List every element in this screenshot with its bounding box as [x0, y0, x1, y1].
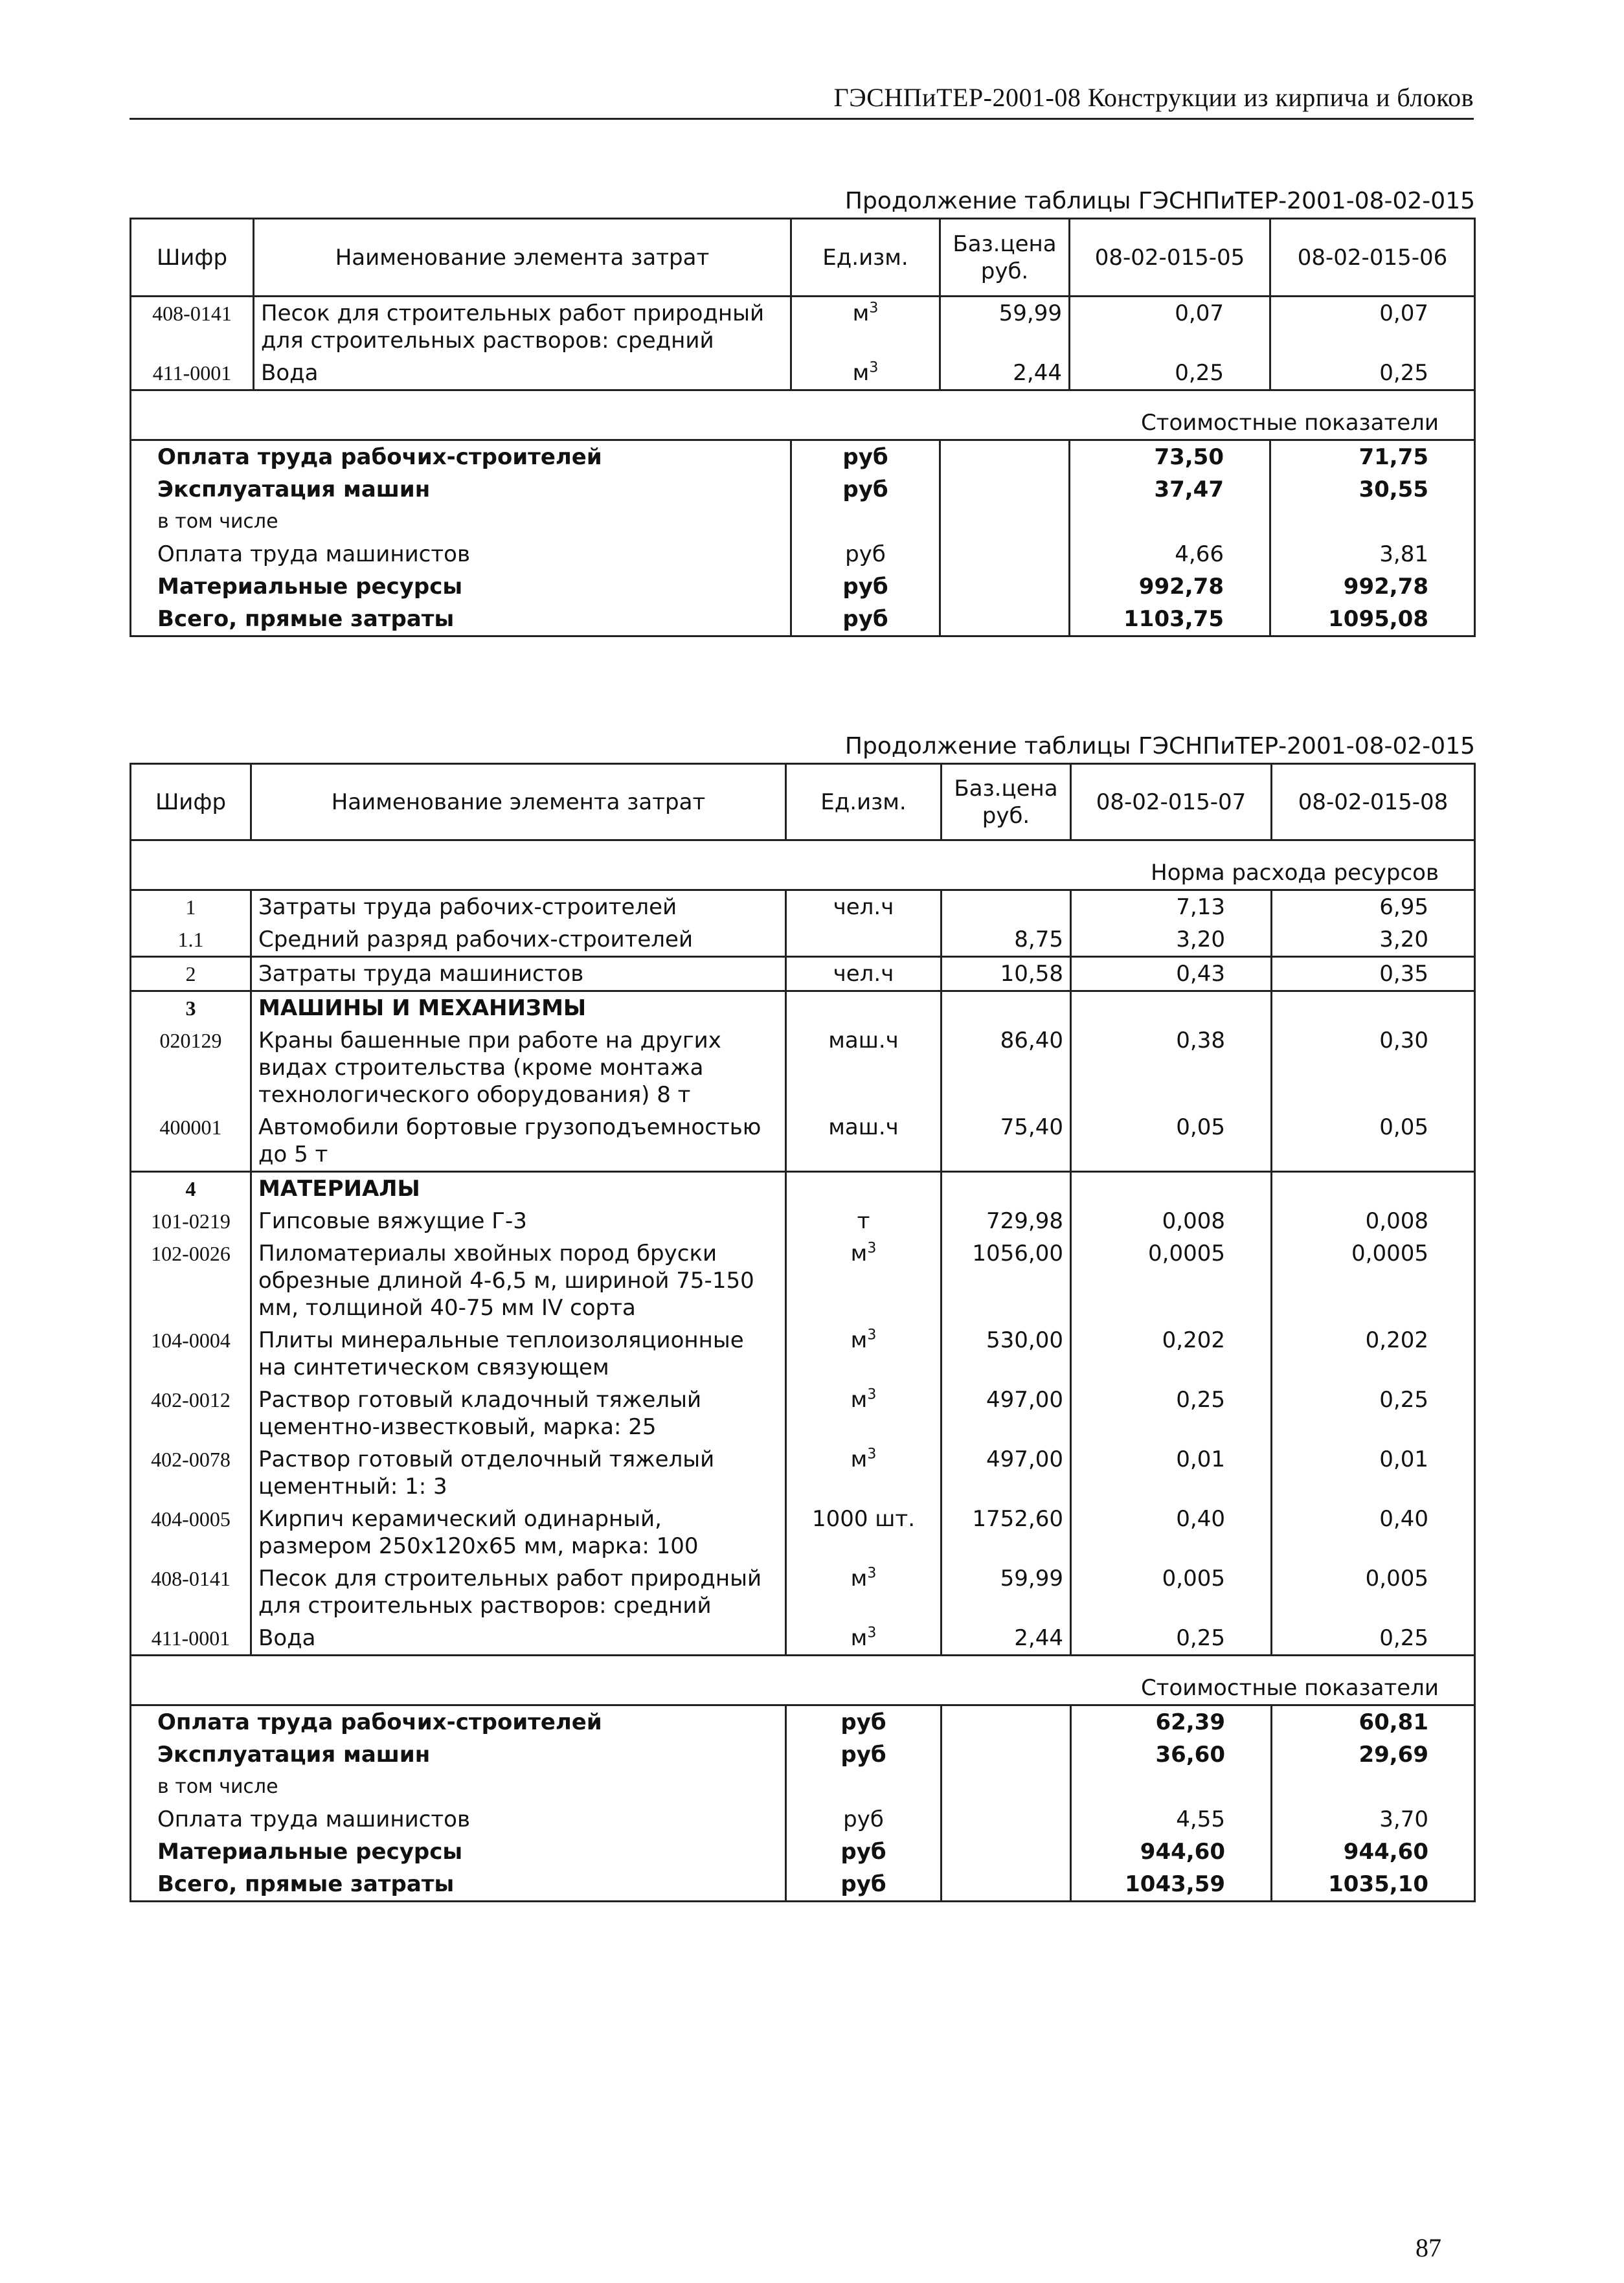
summary-price	[940, 538, 1070, 570]
unit-cell	[786, 1443, 942, 1503]
summary-value-1: 1043,59	[1071, 1868, 1272, 1902]
summary-value-2: 1095,08	[1270, 603, 1475, 636]
summary-row	[131, 603, 1475, 636]
table-row	[131, 890, 1475, 924]
header-name: Наименование элемента затрат	[254, 219, 791, 297]
summary-value-2: 992,78	[1270, 570, 1475, 603]
row-value-1: 0,01	[1071, 1443, 1272, 1503]
row-value-2	[1272, 1172, 1475, 1206]
cost-indicators-header-title: Стоимостные показатели	[131, 1656, 1475, 1705]
header-v1: 08-02-015-05	[1070, 219, 1270, 297]
row-value-1: 0,008	[1071, 1205, 1272, 1237]
row-value-1: 0,40	[1071, 1503, 1272, 1562]
header-unit: Ед.изм.	[791, 219, 940, 297]
row-value-2: 0,008	[1272, 1205, 1475, 1237]
row-price	[942, 890, 1071, 924]
row-value-2: 0,202	[1272, 1324, 1475, 1384]
summary-label: Эксплуатация машин	[131, 473, 791, 506]
row-code: 1	[131, 890, 251, 924]
summary-value-2: 29,69	[1272, 1738, 1475, 1771]
unit-cell	[786, 991, 942, 1025]
row-value-2: 0,25	[1272, 1384, 1475, 1443]
row-price: 530,00	[942, 1324, 1071, 1384]
row-value-2: 6,95	[1272, 890, 1475, 924]
row-value-1: 0,38	[1071, 1024, 1272, 1111]
unit-text: м	[850, 1566, 868, 1591]
summary-label: Материальные ресурсы	[131, 1836, 786, 1868]
summary-label: Всего, прямые затраты	[131, 603, 791, 636]
row-value-1: 0,25	[1071, 1622, 1272, 1656]
row-name: Затраты труда рабочих-строителей	[251, 890, 786, 924]
row-name: Песок для строительных работ природный для строительных растворов: средний	[251, 1562, 786, 1622]
row-price: 1056,00	[942, 1237, 1071, 1324]
summary-row	[131, 538, 1475, 570]
unit-superscript: 3	[867, 1386, 877, 1403]
unit-superscript: 3	[867, 1240, 877, 1257]
row-code: 411-0001	[131, 1622, 251, 1656]
summary-price	[940, 440, 1070, 474]
row-code: 104-0004	[131, 1324, 251, 1384]
unit-text: м	[850, 1387, 868, 1413]
summary-value-1: 992,78	[1070, 570, 1270, 603]
row-name: Плиты минеральные теплоизоляционные на синтетическом связующем	[251, 1324, 786, 1384]
unit-superscript: 3	[867, 1327, 877, 1344]
row-name: МАТЕРИАЛЫ	[251, 1172, 786, 1206]
row-value-1: 0,0005	[1071, 1237, 1272, 1324]
summary-price	[942, 1738, 1071, 1771]
unit-text: маш.ч	[828, 1114, 899, 1140]
row-name: Вода	[254, 357, 791, 390]
row-price	[942, 1172, 1071, 1206]
cost-indicators-header	[131, 1656, 1475, 1705]
summary-value-2: 3,70	[1272, 1803, 1475, 1836]
summary-unit: руб	[786, 1705, 942, 1739]
row-price: 10,58	[942, 957, 1071, 991]
summary-price	[940, 570, 1070, 603]
row-code: 404-0005	[131, 1503, 251, 1562]
row-name: Автомобили бортовые грузоподъемностью до 5 т	[251, 1111, 786, 1172]
row-price: 497,00	[942, 1443, 1071, 1503]
row-name: Средний разряд рабочих-строителей	[251, 923, 786, 957]
row-value-2: 0,05	[1272, 1111, 1475, 1172]
unit-cell	[786, 1111, 942, 1172]
unit-text: маш.ч	[828, 1028, 899, 1053]
row-name: Гипсовые вяжущие Г-3	[251, 1205, 786, 1237]
summary-value-1: 4,55	[1071, 1803, 1272, 1836]
cost-indicators-header-title: Стоимостные показатели	[131, 390, 1475, 440]
unit-superscript: 3	[869, 300, 879, 317]
header-price: Баз.цена руб.	[940, 219, 1070, 297]
unit-superscript: 3	[869, 359, 879, 376]
unit-superscript: 3	[867, 1625, 877, 1641]
summary-label: Всего, прямые затраты	[131, 1868, 786, 1902]
row-price: 1752,60	[942, 1503, 1071, 1562]
row-price: 59,99	[940, 297, 1070, 357]
summary-price	[942, 1803, 1071, 1836]
summary-label: Оплата труда рабочих-строителей	[131, 1705, 786, 1739]
row-value-2: 0,25	[1272, 1622, 1475, 1656]
unit-text: 1000 шт.	[811, 1506, 916, 1532]
row-name: Краны башенные при работе на других видах строительства (кроме монтажа технологического оборудования) 8 т	[251, 1024, 786, 1111]
header-v2: 08-02-015-06	[1270, 219, 1475, 297]
unit-superscript: 3	[867, 1565, 877, 1582]
summary-value-2: 3,81	[1270, 538, 1475, 570]
table-row	[131, 1111, 1475, 1172]
summary-row	[131, 1836, 1475, 1868]
row-value-2: 0,35	[1272, 957, 1475, 991]
unit-cell	[786, 1237, 942, 1324]
summary-unit: руб	[791, 570, 940, 603]
summary-row	[131, 570, 1475, 603]
unit-cell	[786, 957, 942, 991]
row-value-2: 0,07	[1270, 297, 1475, 357]
summary-unit: руб	[786, 1836, 942, 1868]
summary-row	[131, 1868, 1475, 1902]
header-v1: 08-02-015-07	[1071, 764, 1272, 840]
table2-caption: Продолжение таблицы ГЭСНПиТЕР-2001-08-02-015	[844, 733, 1475, 759]
row-value-1: 0,43	[1071, 957, 1272, 991]
table-row	[131, 1384, 1475, 1443]
table-row	[131, 1205, 1475, 1237]
summary-price	[942, 1868, 1071, 1902]
summary-label: Оплата труда рабочих-строителей	[131, 440, 791, 474]
unit-cell	[786, 890, 942, 924]
summary-value-1	[1070, 506, 1270, 538]
row-value-2: 0,40	[1272, 1503, 1475, 1562]
cost-indicators-header	[131, 390, 1475, 440]
summary-unit: руб	[786, 1803, 942, 1836]
summary-row	[131, 1803, 1475, 1836]
unit-cell	[786, 1622, 942, 1656]
summary-value-1: 944,60	[1071, 1836, 1272, 1868]
row-code: 102-0026	[131, 1237, 251, 1324]
row-code: 2	[131, 957, 251, 991]
row-price	[942, 991, 1071, 1025]
table-row	[131, 1443, 1475, 1503]
unit-text: т	[857, 1208, 870, 1234]
summary-value-2: 71,75	[1270, 440, 1475, 474]
header-unit: Ед.изм.	[786, 764, 942, 840]
page-number: 87	[1415, 2233, 1441, 2262]
row-value-1: 3,20	[1071, 923, 1272, 957]
row-code: 020129	[131, 1024, 251, 1111]
row-price: 497,00	[942, 1384, 1071, 1443]
row-code: 101-0219	[131, 1205, 251, 1237]
summary-value-1: 73,50	[1070, 440, 1270, 474]
norm-header	[131, 840, 1475, 890]
row-value-2: 3,20	[1272, 923, 1475, 957]
summary-value-1	[1071, 1771, 1272, 1803]
summary-label: Эксплуатация машин	[131, 1738, 786, 1771]
table-row	[131, 1503, 1475, 1562]
summary-price	[942, 1705, 1071, 1739]
table-row	[131, 1562, 1475, 1622]
summary-row	[131, 1705, 1475, 1739]
table-row	[131, 297, 1475, 357]
table-row	[131, 1172, 1475, 1206]
row-price: 59,99	[942, 1562, 1071, 1622]
summary-unit	[791, 506, 940, 538]
unit-text: м	[850, 1327, 868, 1353]
row-value-1: 0,05	[1071, 1111, 1272, 1172]
unit-cell	[786, 1384, 942, 1443]
row-value-2: 0,01	[1272, 1443, 1475, 1503]
summary-value-1: 37,47	[1070, 473, 1270, 506]
resource-table-1	[130, 218, 1476, 637]
summary-value-1: 4,66	[1070, 538, 1270, 570]
summary-value-2: 944,60	[1272, 1836, 1475, 1868]
header-price: Баз.цена руб.	[942, 764, 1071, 840]
row-value-2: 0,0005	[1272, 1237, 1475, 1324]
table-row	[131, 1024, 1475, 1111]
table-row	[131, 1622, 1475, 1656]
row-code: 402-0078	[131, 1443, 251, 1503]
row-value-2: 0,005	[1272, 1562, 1475, 1622]
row-code: 408-0141	[131, 297, 254, 357]
row-name: Пиломатериалы хвойных пород бруски обрезные длиной 4-6,5 м, шириной 75-150 мм, толщиной 40-75 мм IV сорта	[251, 1237, 786, 1324]
row-price: 86,40	[942, 1024, 1071, 1111]
table1-caption: Продолжение таблицы ГЭСНПиТЕР-2001-08-02-015	[844, 188, 1475, 214]
summary-value-1: 1103,75	[1070, 603, 1270, 636]
summary-unit: руб	[791, 538, 940, 570]
unit-cell	[786, 1562, 942, 1622]
row-value-1: 0,202	[1071, 1324, 1272, 1384]
table-row	[131, 1237, 1475, 1324]
summary-label: в том числе	[131, 1771, 786, 1803]
unit-cell	[786, 1205, 942, 1237]
unit-superscript: 3	[867, 1446, 877, 1463]
row-value-2	[1272, 991, 1475, 1025]
row-name: МАШИНЫ И МЕХАНИЗМЫ	[251, 991, 786, 1025]
summary-value-2: 60,81	[1272, 1705, 1475, 1739]
row-code: 408-0141	[131, 1562, 251, 1622]
row-name: Раствор готовый отделочный тяжелый цементный: 1: 3	[251, 1443, 786, 1503]
unit-cell	[786, 1324, 942, 1384]
summary-label: Оплата труда машинистов	[131, 538, 791, 570]
unit-text: м	[850, 1625, 868, 1651]
unit-text: м	[852, 300, 870, 326]
row-code: 3	[131, 991, 251, 1025]
summary-price	[940, 603, 1070, 636]
row-code: 4	[131, 1172, 251, 1206]
summary-unit: руб	[786, 1868, 942, 1902]
summary-value-2	[1270, 506, 1475, 538]
summary-price	[940, 473, 1070, 506]
summary-unit: руб	[791, 440, 940, 474]
unit-text: чел.ч	[833, 894, 894, 920]
unit-text: чел.ч	[833, 961, 894, 987]
header-name: Наименование элемента затрат	[251, 764, 786, 840]
row-name: Вода	[251, 1622, 786, 1656]
norm-header-title: Норма расхода ресурсов	[131, 840, 1475, 890]
summary-value-2: 1035,10	[1272, 1868, 1475, 1902]
header-code: Шифр	[131, 219, 254, 297]
summary-unit: руб	[791, 603, 940, 636]
row-price: 8,75	[942, 923, 1071, 957]
row-value-2: 0,30	[1272, 1024, 1475, 1111]
summary-row	[131, 440, 1475, 474]
table-row	[131, 357, 1475, 390]
row-code: 400001	[131, 1111, 251, 1172]
summary-price	[942, 1771, 1071, 1803]
table-row	[131, 1324, 1475, 1384]
table-row	[131, 991, 1475, 1025]
summary-price	[942, 1836, 1071, 1868]
row-price: 2,44	[942, 1622, 1071, 1656]
summary-unit: руб	[791, 473, 940, 506]
header-code: Шифр	[131, 764, 251, 840]
unit-text: м	[850, 1446, 868, 1472]
row-name: Кирпич керамический одинарный, размером 250х120х65 мм, марка: 100	[251, 1503, 786, 1562]
row-value-1	[1071, 991, 1272, 1025]
row-code: 411-0001	[131, 357, 254, 390]
summary-row	[131, 473, 1475, 506]
summary-label: в том числе	[131, 506, 791, 538]
row-value-1: 0,07	[1070, 297, 1270, 357]
summary-row	[131, 506, 1475, 538]
summary-price	[940, 506, 1070, 538]
row-name: Раствор готовый кладочный тяжелый цементно-известковый, марка: 25	[251, 1384, 786, 1443]
summary-label: Материальные ресурсы	[131, 570, 791, 603]
summary-row	[131, 1738, 1475, 1771]
summary-row	[131, 1771, 1475, 1803]
row-price: 2,44	[940, 357, 1070, 390]
table-row	[131, 923, 1475, 957]
header-title: ГЭСНПиТЕР-2001-08 Конструкции из кирпича и блоков	[833, 83, 1474, 112]
page-header	[130, 76, 1474, 120]
unit-cell	[786, 1503, 942, 1562]
row-value-1: 0,25	[1071, 1384, 1272, 1443]
resource-table-2	[130, 763, 1476, 1902]
table-row	[131, 957, 1475, 991]
unit-text: м	[850, 1241, 868, 1266]
summary-unit: руб	[786, 1738, 942, 1771]
row-name: Песок для строительных работ природный для строительных растворов: средний	[254, 297, 791, 357]
unit-cell	[786, 923, 942, 957]
summary-value-2	[1272, 1771, 1475, 1803]
unit-text: м	[852, 360, 870, 386]
row-value-2: 0,25	[1270, 357, 1475, 390]
row-price: 75,40	[942, 1111, 1071, 1172]
unit-cell	[786, 1024, 942, 1111]
row-code: 402-0012	[131, 1384, 251, 1443]
summary-value-1: 62,39	[1071, 1705, 1272, 1739]
unit-cell	[786, 1172, 942, 1206]
row-value-1: 0,25	[1070, 357, 1270, 390]
row-value-1: 0,005	[1071, 1562, 1272, 1622]
header-v2: 08-02-015-08	[1272, 764, 1475, 840]
row-value-1	[1071, 1172, 1272, 1206]
row-name: Затраты труда машинистов	[251, 957, 786, 991]
row-value-1: 7,13	[1071, 890, 1272, 924]
row-price: 729,98	[942, 1205, 1071, 1237]
summary-unit	[786, 1771, 942, 1803]
summary-value-1: 36,60	[1071, 1738, 1272, 1771]
summary-value-2: 30,55	[1270, 473, 1475, 506]
row-code: 1.1	[131, 923, 251, 957]
unit-cell	[791, 357, 940, 390]
unit-cell	[791, 297, 940, 357]
summary-label: Оплата труда машинистов	[131, 1803, 786, 1836]
